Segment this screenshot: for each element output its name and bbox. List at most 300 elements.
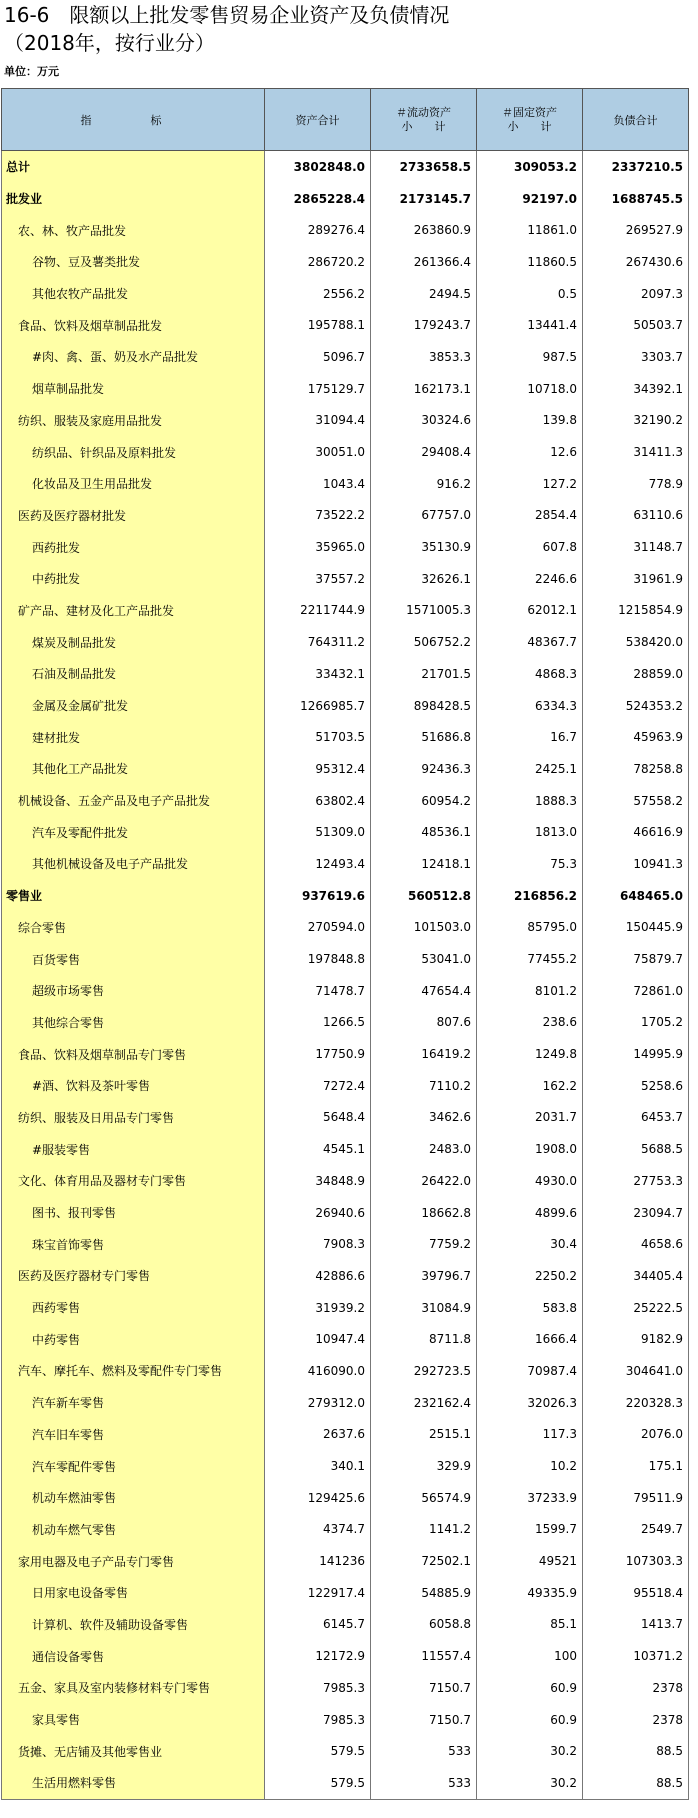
header-total-liabilities: 负债合计 <box>583 89 689 151</box>
table-row <box>2 500 689 532</box>
row-name: 西药零售 <box>2 1292 265 1324</box>
cell-fixed-assets: 1599.7 <box>477 1514 583 1546</box>
cell-fixed-assets: 1813.0 <box>477 816 583 848</box>
table-row <box>2 880 689 912</box>
row-name: 家用电器及电子产品专门零售 <box>2 1545 265 1577</box>
table-row <box>2 1292 689 1324</box>
cell-total-liabilities: 2337210.5 <box>583 151 689 183</box>
cell-total-liabilities: 46616.9 <box>583 816 689 848</box>
cell-current-assets: 11557.4 <box>371 1640 477 1672</box>
cell-total-assets: 1266985.7 <box>265 690 371 722</box>
table-row <box>2 1102 689 1134</box>
cell-total-assets: 26940.6 <box>265 1197 371 1229</box>
table-row <box>2 1355 689 1387</box>
cell-total-liabilities: 34405.4 <box>583 1260 689 1292</box>
row-name: #服装零售 <box>2 1133 265 1165</box>
row-name: 综合零售 <box>2 912 265 944</box>
row-name: 汽车零配件零售 <box>2 1450 265 1482</box>
table-row <box>2 1419 689 1451</box>
cell-total-liabilities: 3303.7 <box>583 341 689 373</box>
cell-fixed-assets: 10718.0 <box>477 373 583 405</box>
cell-total-assets: 10947.4 <box>265 1323 371 1355</box>
cell-fixed-assets: 16.7 <box>477 721 583 753</box>
cell-total-assets: 7908.3 <box>265 1228 371 1260</box>
cell-fixed-assets: 117.3 <box>477 1419 583 1451</box>
cell-total-assets: 31094.4 <box>265 405 371 437</box>
table-row <box>2 183 689 215</box>
cell-total-assets: 12172.9 <box>265 1640 371 1672</box>
cell-total-liabilities: 10941.3 <box>583 848 689 880</box>
cell-fixed-assets: 1888.3 <box>477 785 583 817</box>
table-row <box>2 753 689 785</box>
cell-fixed-assets: 607.8 <box>477 531 583 563</box>
cell-fixed-assets: 1666.4 <box>477 1323 583 1355</box>
cell-current-assets: 67757.0 <box>371 500 477 532</box>
cell-total-assets: 122917.4 <box>265 1577 371 1609</box>
row-name: 日用家电设备零售 <box>2 1577 265 1609</box>
cell-total-liabilities: 1688745.5 <box>583 183 689 215</box>
cell-fixed-assets: 4868.3 <box>477 658 583 690</box>
header-current-assets: ＃流动资产 小 计 <box>371 89 477 151</box>
table-row <box>2 278 689 310</box>
cell-fixed-assets: 2246.6 <box>477 563 583 595</box>
cell-current-assets: 51686.8 <box>371 721 477 753</box>
cell-fixed-assets: 2425.1 <box>477 753 583 785</box>
cell-current-assets: 263860.9 <box>371 214 477 246</box>
cell-current-assets: 179243.7 <box>371 309 477 341</box>
cell-fixed-assets: 2031.7 <box>477 1102 583 1134</box>
cell-current-assets: 329.9 <box>371 1450 477 1482</box>
cell-fixed-assets: 6334.3 <box>477 690 583 722</box>
cell-current-assets: 3853.3 <box>371 341 477 373</box>
cell-total-liabilities: 5688.5 <box>583 1133 689 1165</box>
row-name: 其他综合零售 <box>2 1007 265 1039</box>
row-name: 机械设备、五金产品及电子产品批发 <box>2 785 265 817</box>
table-row <box>2 1514 689 1546</box>
cell-fixed-assets: 62012.1 <box>477 595 583 627</box>
table-row <box>2 341 689 373</box>
cell-current-assets: 92436.3 <box>371 753 477 785</box>
table-row <box>2 1197 689 1229</box>
row-name: 汽车及零配件批发 <box>2 816 265 848</box>
table-row <box>2 848 689 880</box>
cell-current-assets: 261366.4 <box>371 246 477 278</box>
cell-total-assets: 579.5 <box>265 1735 371 1767</box>
cell-fixed-assets: 13441.4 <box>477 309 583 341</box>
cell-current-assets: 560512.8 <box>371 880 477 912</box>
row-name: 农、林、牧产品批发 <box>2 214 265 246</box>
cell-total-assets: 51309.0 <box>265 816 371 848</box>
cell-total-assets: 764311.2 <box>265 626 371 658</box>
cell-current-assets: 2733658.5 <box>371 151 477 183</box>
row-name: 图书、报刊零售 <box>2 1197 265 1229</box>
table-row <box>2 1323 689 1355</box>
cell-total-assets: 7985.3 <box>265 1672 371 1704</box>
row-name: 石油及制品批发 <box>2 658 265 690</box>
table-row <box>2 1767 689 1799</box>
cell-current-assets: 12418.1 <box>371 848 477 880</box>
cell-total-assets: 34848.9 <box>265 1165 371 1197</box>
row-name: 其他机械设备及电子产品批发 <box>2 848 265 880</box>
cell-total-assets: 37557.2 <box>265 563 371 595</box>
row-name: 中药零售 <box>2 1323 265 1355</box>
cell-total-assets: 1266.5 <box>265 1007 371 1039</box>
cell-fixed-assets: 2854.4 <box>477 500 583 532</box>
cell-current-assets: 7150.7 <box>371 1704 477 1736</box>
row-name: 百货零售 <box>2 943 265 975</box>
row-name: 烟草制品批发 <box>2 373 265 405</box>
cell-total-liabilities: 2549.7 <box>583 1514 689 1546</box>
cell-fixed-assets: 85.1 <box>477 1609 583 1641</box>
table-row <box>2 595 689 627</box>
cell-fixed-assets: 4899.6 <box>477 1197 583 1229</box>
cell-total-assets: 30051.0 <box>265 436 371 468</box>
cell-total-assets: 579.5 <box>265 1767 371 1799</box>
cell-total-assets: 270594.0 <box>265 912 371 944</box>
cell-total-liabilities: 2097.3 <box>583 278 689 310</box>
cell-total-liabilities: 14995.9 <box>583 1038 689 1070</box>
cell-total-liabilities: 1705.2 <box>583 1007 689 1039</box>
cell-fixed-assets: 60.9 <box>477 1704 583 1736</box>
cell-fixed-assets: 49335.9 <box>477 1577 583 1609</box>
cell-fixed-assets: 11860.5 <box>477 246 583 278</box>
cell-total-liabilities: 2378 <box>583 1672 689 1704</box>
cell-total-assets: 129425.6 <box>265 1482 371 1514</box>
row-name: 金属及金属矿批发 <box>2 690 265 722</box>
table-row <box>2 1609 689 1641</box>
cell-total-liabilities: 524353.2 <box>583 690 689 722</box>
cell-fixed-assets: 30.2 <box>477 1767 583 1799</box>
row-name: 总计 <box>2 151 265 183</box>
table-row <box>2 1007 689 1039</box>
cell-total-liabilities: 107303.3 <box>583 1545 689 1577</box>
row-name: 谷物、豆及薯类批发 <box>2 246 265 278</box>
cell-total-assets: 2637.6 <box>265 1419 371 1451</box>
cell-current-assets: 30324.6 <box>371 405 477 437</box>
cell-current-assets: 48536.1 <box>371 816 477 848</box>
cell-total-assets: 175129.7 <box>265 373 371 405</box>
cell-total-assets: 71478.7 <box>265 975 371 1007</box>
table-row <box>2 1165 689 1197</box>
table-row <box>2 1640 689 1672</box>
cell-total-assets: 289276.4 <box>265 214 371 246</box>
cell-total-liabilities: 78258.8 <box>583 753 689 785</box>
row-name: 计算机、软件及辅助设备零售 <box>2 1609 265 1641</box>
row-name: 西药批发 <box>2 531 265 563</box>
cell-fixed-assets: 4930.0 <box>477 1165 583 1197</box>
cell-current-assets: 32626.1 <box>371 563 477 595</box>
table-row <box>2 721 689 753</box>
table-row <box>2 214 689 246</box>
row-name: 汽车旧车零售 <box>2 1419 265 1451</box>
row-name: 其他农牧产品批发 <box>2 278 265 310</box>
cell-current-assets: 232162.4 <box>371 1387 477 1419</box>
cell-total-liabilities: 648465.0 <box>583 880 689 912</box>
cell-current-assets: 7759.2 <box>371 1228 477 1260</box>
cell-current-assets: 292723.5 <box>371 1355 477 1387</box>
cell-total-liabilities: 5258.6 <box>583 1070 689 1102</box>
cell-fixed-assets: 75.3 <box>477 848 583 880</box>
cell-fixed-assets: 60.9 <box>477 1672 583 1704</box>
table-row <box>2 1387 689 1419</box>
cell-total-liabilities: 4658.6 <box>583 1228 689 1260</box>
table-row <box>2 1260 689 1292</box>
cell-current-assets: 8711.8 <box>371 1323 477 1355</box>
cell-total-assets: 95312.4 <box>265 753 371 785</box>
cell-total-liabilities: 6453.7 <box>583 1102 689 1134</box>
cell-fixed-assets: 48367.7 <box>477 626 583 658</box>
cell-total-liabilities: 269527.9 <box>583 214 689 246</box>
cell-total-liabilities: 63110.6 <box>583 500 689 532</box>
cell-fixed-assets: 85795.0 <box>477 912 583 944</box>
cell-fixed-assets: 127.2 <box>477 468 583 500</box>
cell-fixed-assets: 139.8 <box>477 405 583 437</box>
row-name: 汽车新车零售 <box>2 1387 265 1419</box>
cell-total-liabilities: 57558.2 <box>583 785 689 817</box>
row-name: 医药及医疗器材批发 <box>2 500 265 532</box>
row-name: 机动车燃气零售 <box>2 1514 265 1546</box>
cell-current-assets: 162173.1 <box>371 373 477 405</box>
row-name: 家具零售 <box>2 1704 265 1736</box>
cell-current-assets: 916.2 <box>371 468 477 500</box>
row-name: 超级市场零售 <box>2 975 265 1007</box>
cell-total-assets: 197848.8 <box>265 943 371 975</box>
cell-fixed-assets: 987.5 <box>477 341 583 373</box>
cell-fixed-assets: 37233.9 <box>477 1482 583 1514</box>
table-row <box>2 309 689 341</box>
table-row <box>2 405 689 437</box>
table-row <box>2 531 689 563</box>
row-name: #酒、饮料及茶叶零售 <box>2 1070 265 1102</box>
cell-fixed-assets: 11861.0 <box>477 214 583 246</box>
cell-total-liabilities: 34392.1 <box>583 373 689 405</box>
cell-total-liabilities: 31411.3 <box>583 436 689 468</box>
cell-current-assets: 7110.2 <box>371 1070 477 1102</box>
cell-current-assets: 1141.2 <box>371 1514 477 1546</box>
row-name: 货摊、无店铺及其他零售业 <box>2 1735 265 1767</box>
cell-total-assets: 195788.1 <box>265 309 371 341</box>
cell-current-assets: 21701.5 <box>371 658 477 690</box>
cell-fixed-assets: 30.4 <box>477 1228 583 1260</box>
cell-total-assets: 7985.3 <box>265 1704 371 1736</box>
cell-fixed-assets: 100 <box>477 1640 583 1672</box>
cell-current-assets: 47654.4 <box>371 975 477 1007</box>
cell-current-assets: 72502.1 <box>371 1545 477 1577</box>
row-name: 煤炭及制品批发 <box>2 626 265 658</box>
row-name: 化妆品及卫生用品批发 <box>2 468 265 500</box>
cell-total-liabilities: 28859.0 <box>583 658 689 690</box>
cell-fixed-assets: 77455.2 <box>477 943 583 975</box>
table-row <box>2 468 689 500</box>
cell-current-assets: 807.6 <box>371 1007 477 1039</box>
cell-current-assets: 7150.7 <box>371 1672 477 1704</box>
row-name: 机动车燃油零售 <box>2 1482 265 1514</box>
cell-total-liabilities: 1413.7 <box>583 1609 689 1641</box>
data-table <box>1 88 689 1800</box>
cell-total-assets: 4374.7 <box>265 1514 371 1546</box>
row-name: 通信设备零售 <box>2 1640 265 1672</box>
cell-fixed-assets: 216856.2 <box>477 880 583 912</box>
cell-total-liabilities: 25222.5 <box>583 1292 689 1324</box>
cell-total-assets: 17750.9 <box>265 1038 371 1070</box>
cell-total-assets: 35965.0 <box>265 531 371 563</box>
table-row <box>2 943 689 975</box>
cell-current-assets: 2483.0 <box>371 1133 477 1165</box>
row-name: 文化、体育用品及器材专门零售 <box>2 1165 265 1197</box>
row-name: 中药批发 <box>2 563 265 595</box>
cell-total-liabilities: 27753.3 <box>583 1165 689 1197</box>
cell-total-liabilities: 2076.0 <box>583 1419 689 1451</box>
cell-total-liabilities: 79511.9 <box>583 1482 689 1514</box>
table-row <box>2 816 689 848</box>
cell-current-assets: 18662.8 <box>371 1197 477 1229</box>
cell-total-assets: 2865228.4 <box>265 183 371 215</box>
cell-current-assets: 898428.5 <box>371 690 477 722</box>
cell-total-liabilities: 538420.0 <box>583 626 689 658</box>
table-row <box>2 912 689 944</box>
cell-total-assets: 1043.4 <box>265 468 371 500</box>
table-row <box>2 1704 689 1736</box>
page-title: 16-6 限额以上批发零售贸易企业资产及负债情况 <box>4 3 450 27</box>
table-row <box>2 658 689 690</box>
table-row <box>2 626 689 658</box>
cell-total-assets: 5096.7 <box>265 341 371 373</box>
row-name: 生活用燃料零售 <box>2 1767 265 1799</box>
cell-total-liabilities: 220328.3 <box>583 1387 689 1419</box>
cell-fixed-assets: 583.8 <box>477 1292 583 1324</box>
cell-current-assets: 16419.2 <box>371 1038 477 1070</box>
table-row <box>2 1038 689 1070</box>
cell-current-assets: 533 <box>371 1767 477 1799</box>
cell-total-assets: 2211744.9 <box>265 595 371 627</box>
cell-total-liabilities: 304641.0 <box>583 1355 689 1387</box>
cell-total-liabilities: 10371.2 <box>583 1640 689 1672</box>
cell-total-assets: 416090.0 <box>265 1355 371 1387</box>
cell-total-liabilities: 45963.9 <box>583 721 689 753</box>
table-row <box>2 436 689 468</box>
cell-current-assets: 1571005.3 <box>371 595 477 627</box>
cell-total-assets: 6145.7 <box>265 1609 371 1641</box>
cell-total-liabilities: 1215854.9 <box>583 595 689 627</box>
header-indicator: 指 标 <box>2 89 265 151</box>
cell-fixed-assets: 2250.2 <box>477 1260 583 1292</box>
unit-label: 单位：万元 <box>4 65 59 78</box>
table-row <box>2 1577 689 1609</box>
row-name: 汽车、摩托车、燃料及零配件专门零售 <box>2 1355 265 1387</box>
cell-fixed-assets: 32026.3 <box>477 1387 583 1419</box>
table-row <box>2 1482 689 1514</box>
cell-total-liabilities: 175.1 <box>583 1450 689 1482</box>
cell-total-liabilities: 31961.9 <box>583 563 689 595</box>
cell-current-assets: 35130.9 <box>371 531 477 563</box>
table-row <box>2 1450 689 1482</box>
cell-total-assets: 42886.6 <box>265 1260 371 1292</box>
table-row <box>2 975 689 1007</box>
page-subtitle: （2018年，按行业分） <box>4 31 215 55</box>
row-name: 珠宝首饰零售 <box>2 1228 265 1260</box>
cell-total-assets: 12493.4 <box>265 848 371 880</box>
row-name: 矿产品、建材及化工产品批发 <box>2 595 265 627</box>
cell-total-assets: 141236 <box>265 1545 371 1577</box>
cell-total-assets: 33432.1 <box>265 658 371 690</box>
cell-total-liabilities: 9182.9 <box>583 1323 689 1355</box>
header-total-assets: 资产合计 <box>265 89 371 151</box>
cell-fixed-assets: 92197.0 <box>477 183 583 215</box>
row-name: 批发业 <box>2 183 265 215</box>
cell-total-liabilities: 150445.9 <box>583 912 689 944</box>
cell-fixed-assets: 0.5 <box>477 278 583 310</box>
cell-total-assets: 51703.5 <box>265 721 371 753</box>
cell-fixed-assets: 49521 <box>477 1545 583 1577</box>
cell-current-assets: 2494.5 <box>371 278 477 310</box>
cell-total-assets: 3802848.0 <box>265 151 371 183</box>
cell-current-assets: 2173145.7 <box>371 183 477 215</box>
cell-current-assets: 31084.9 <box>371 1292 477 1324</box>
row-name: 建材批发 <box>2 721 265 753</box>
cell-current-assets: 54885.9 <box>371 1577 477 1609</box>
cell-total-assets: 5648.4 <box>265 1102 371 1134</box>
table-row <box>2 563 689 595</box>
table-row <box>2 1133 689 1165</box>
header-row <box>2 89 689 151</box>
row-name: 纺织、服装及家庭用品批发 <box>2 405 265 437</box>
cell-fixed-assets: 70987.4 <box>477 1355 583 1387</box>
cell-total-assets: 340.1 <box>265 1450 371 1482</box>
cell-total-liabilities: 32190.2 <box>583 405 689 437</box>
table-row <box>2 246 689 278</box>
cell-current-assets: 3462.6 <box>371 1102 477 1134</box>
cell-total-liabilities: 88.5 <box>583 1735 689 1767</box>
row-name: #肉、禽、蛋、奶及水产品批发 <box>2 341 265 373</box>
cell-total-liabilities: 778.9 <box>583 468 689 500</box>
cell-total-liabilities: 31148.7 <box>583 531 689 563</box>
header-fixed-assets: ＃固定资产 小 计 <box>477 89 583 151</box>
cell-total-liabilities: 95518.4 <box>583 1577 689 1609</box>
row-name: 纺织、服装及日用品专门零售 <box>2 1102 265 1134</box>
cell-fixed-assets: 238.6 <box>477 1007 583 1039</box>
cell-fixed-assets: 30.2 <box>477 1735 583 1767</box>
table-row <box>2 151 689 183</box>
cell-total-liabilities: 75879.7 <box>583 943 689 975</box>
cell-total-assets: 279312.0 <box>265 1387 371 1419</box>
cell-fixed-assets: 162.2 <box>477 1070 583 1102</box>
cell-fixed-assets: 1249.8 <box>477 1038 583 1070</box>
cell-current-assets: 39796.7 <box>371 1260 477 1292</box>
row-name: 医药及医疗器材专门零售 <box>2 1260 265 1292</box>
table-row <box>2 373 689 405</box>
table-row <box>2 690 689 722</box>
cell-fixed-assets: 8101.2 <box>477 975 583 1007</box>
cell-current-assets: 29408.4 <box>371 436 477 468</box>
row-name: 食品、饮料及烟草制品专门零售 <box>2 1038 265 1070</box>
row-name: 零售业 <box>2 880 265 912</box>
cell-total-assets: 63802.4 <box>265 785 371 817</box>
cell-total-assets: 4545.1 <box>265 1133 371 1165</box>
cell-total-liabilities: 72861.0 <box>583 975 689 1007</box>
cell-total-assets: 7272.4 <box>265 1070 371 1102</box>
table-row <box>2 1070 689 1102</box>
row-name: 其他化工产品批发 <box>2 753 265 785</box>
cell-total-liabilities: 23094.7 <box>583 1197 689 1229</box>
table-row <box>2 1672 689 1704</box>
table-row <box>2 1735 689 1767</box>
cell-total-assets: 2556.2 <box>265 278 371 310</box>
cell-fixed-assets: 10.2 <box>477 1450 583 1482</box>
cell-fixed-assets: 12.6 <box>477 436 583 468</box>
cell-current-assets: 6058.8 <box>371 1609 477 1641</box>
cell-total-liabilities: 267430.6 <box>583 246 689 278</box>
cell-current-assets: 506752.2 <box>371 626 477 658</box>
